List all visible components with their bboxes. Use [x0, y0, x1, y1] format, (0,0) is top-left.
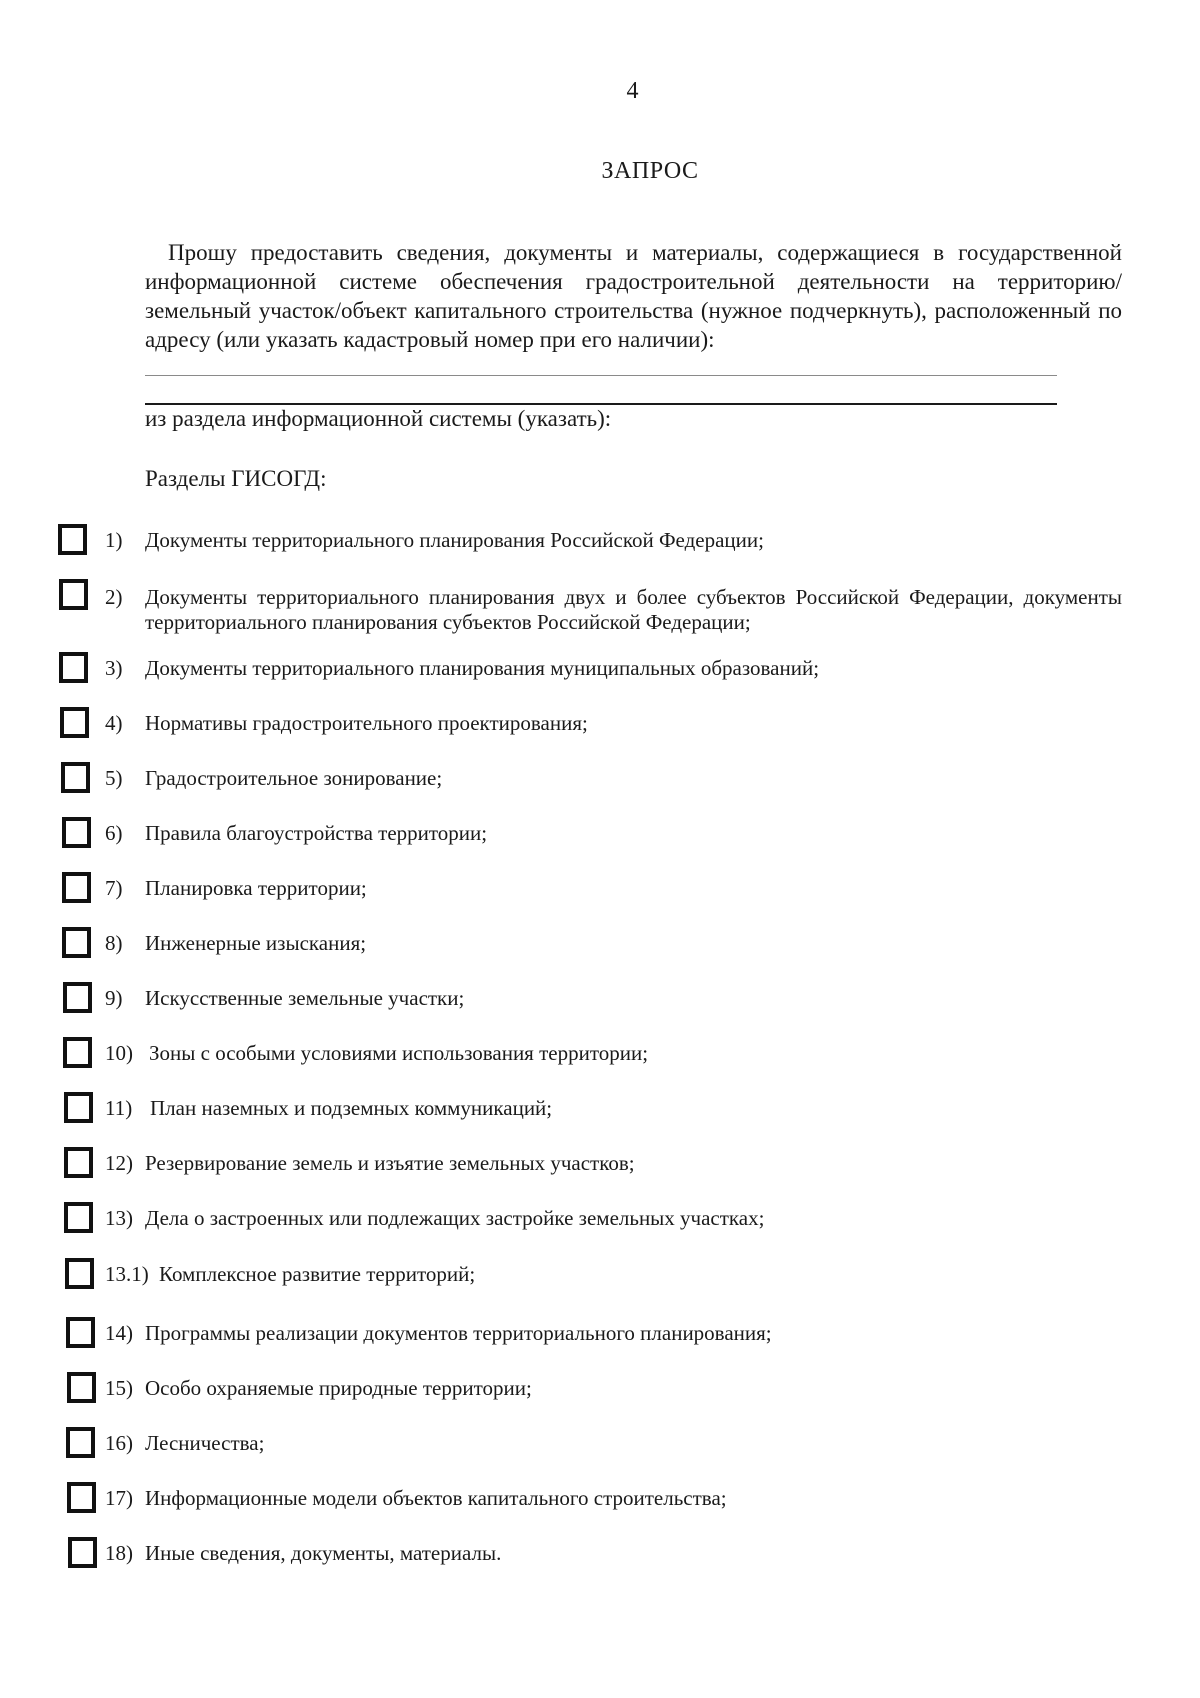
- section-text: Зоны с особыми условиями использования территории;: [149, 1041, 649, 1065]
- section-text: Особо охраняемые природные территории;: [145, 1376, 532, 1400]
- section-number: 3): [105, 656, 123, 680]
- section-item: [0, 815, 1200, 855]
- section-item: [0, 1035, 1200, 1075]
- section-text: Нормативы градостроительного проектирования;: [145, 711, 588, 735]
- address-field-line[interactable]: [145, 375, 1057, 376]
- section-number: 5): [105, 766, 123, 790]
- section-text: Документы территориального планирования Российской Федерации;: [145, 528, 764, 552]
- section-checkbox[interactable]: [62, 927, 91, 958]
- section-checkbox[interactable]: [63, 1037, 92, 1068]
- section-text: Комплексное развитие территорий;: [159, 1262, 476, 1286]
- section-checkbox[interactable]: [62, 872, 91, 903]
- section-number: 8): [105, 931, 123, 955]
- section-item: [0, 760, 1200, 800]
- section-item: [0, 1315, 1200, 1355]
- section-text: Градостроительное зонирование;: [145, 766, 443, 790]
- section-text: Резервирование земель и изъятие земельных участков;: [145, 1151, 635, 1175]
- section-number: 18): [105, 1541, 133, 1565]
- section-checkbox[interactable]: [67, 1482, 96, 1513]
- section-checkbox[interactable]: [68, 1537, 97, 1568]
- section-text: Искусственные земельные участки;: [145, 986, 465, 1010]
- section-checkbox[interactable]: [64, 1147, 93, 1178]
- section-item: [0, 925, 1200, 965]
- address-field-line-2[interactable]: [145, 403, 1057, 405]
- section-item: [0, 1480, 1200, 1520]
- section-checkbox[interactable]: [64, 1092, 93, 1123]
- section-checkbox[interactable]: [64, 1202, 93, 1233]
- document-title: ЗАПРОС: [601, 158, 699, 184]
- request-intro: Прошу предоставить сведения, документы и материалы, содержащиеся в государственной информационной системе обеспечения градостроительной деятельности на территорию/земельный участок/объект капитального строительства (нужное подчеркнуть), расположенный по адресу (или указать кадастровый номер при его наличии):: [145, 240, 1122, 352]
- section-checkbox[interactable]: [59, 579, 88, 610]
- section-text: Инженерные изыскания;: [145, 931, 367, 955]
- section-item: [0, 522, 1200, 562]
- sections-heading: Разделы ГИСОГД:: [145, 466, 327, 491]
- section-text: Правила благоустройства территории;: [145, 821, 488, 845]
- section-item: [0, 980, 1200, 1020]
- section-checkbox[interactable]: [62, 817, 91, 848]
- section-item: [0, 1145, 1200, 1185]
- section-number: 12): [105, 1151, 133, 1175]
- section-text: Дела о застроенных или подлежащих застройке земельных участках;: [145, 1206, 765, 1230]
- section-text: Документы территориального планирования муниципальных образований;: [145, 656, 820, 680]
- section-checkbox[interactable]: [60, 707, 89, 738]
- section-number: 11): [105, 1096, 133, 1120]
- section-checkbox[interactable]: [67, 1372, 96, 1403]
- section-number: 13): [105, 1206, 133, 1230]
- section-text: Лесничества;: [145, 1431, 265, 1455]
- section-text: Информационные модели объектов капитального строительства;: [145, 1486, 727, 1510]
- section-text: Иные сведения, документы, материалы.: [145, 1541, 502, 1565]
- section-number: 16): [105, 1431, 133, 1455]
- section-text: Программы реализации документов территориального планирования;: [145, 1321, 772, 1345]
- section-number: 10): [105, 1041, 133, 1065]
- section-number: 2): [105, 585, 123, 609]
- section-checkbox[interactable]: [66, 1427, 95, 1458]
- section-item: [0, 579, 1200, 635]
- section-item: [0, 1200, 1200, 1240]
- section-number: 14): [105, 1321, 133, 1345]
- section-item: [0, 1370, 1200, 1410]
- section-number: 15): [105, 1376, 133, 1400]
- section-checkbox[interactable]: [61, 762, 90, 793]
- section-item: [0, 1535, 1200, 1575]
- section-checkbox[interactable]: [58, 524, 87, 555]
- section-number: 17): [105, 1486, 133, 1510]
- section-text: Документы территориального планирования двух и более субъектов Российской Федерации, документы территориального планирования субъектов Российской Федерации;: [145, 585, 1122, 634]
- section-checkbox[interactable]: [63, 982, 92, 1013]
- section-item: [0, 1425, 1200, 1465]
- section-text: План наземных и подземных коммуникаций;: [150, 1096, 553, 1120]
- section-number: 4): [105, 711, 123, 735]
- section-text: Планировка территории;: [145, 876, 367, 900]
- page-number: 4: [626, 78, 639, 104]
- section-number: 1): [105, 528, 123, 552]
- section-item: [0, 1256, 1200, 1296]
- section-item: [0, 705, 1200, 745]
- system-section-label: из раздела информационной системы (указать):: [145, 406, 612, 431]
- section-item: [0, 870, 1200, 910]
- section-checkbox[interactable]: [65, 1258, 94, 1289]
- section-number: 7): [105, 876, 123, 900]
- section-checkbox[interactable]: [59, 652, 88, 683]
- section-number: 9): [105, 986, 123, 1010]
- section-item: [0, 1090, 1200, 1130]
- section-item: [0, 650, 1200, 690]
- section-number: 13.1): [105, 1262, 149, 1286]
- section-number: 6): [105, 821, 123, 845]
- section-checkbox[interactable]: [66, 1317, 95, 1348]
